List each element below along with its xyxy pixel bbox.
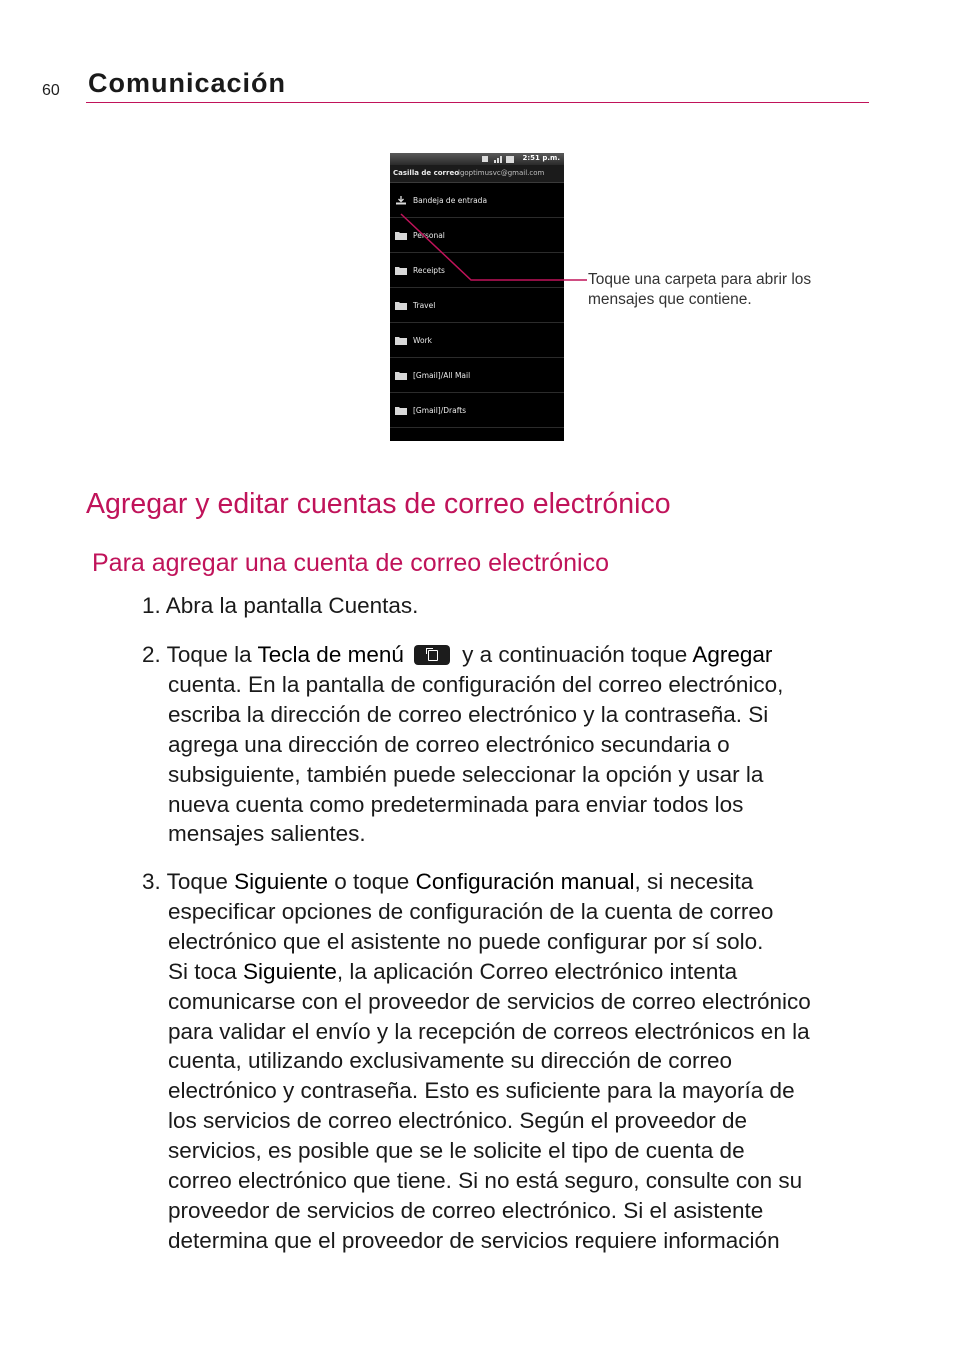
step-3-line: electrónico y contraseña. Esto es suficiente para la mayoría de (168, 1078, 795, 1104)
step-2-line: nueva cuenta como predeterminada para enviar todos los (168, 791, 744, 817)
step-3-line: determina que el proveedor de servicios requiere información (168, 1227, 780, 1253)
step-2-line: escriba la dirección de correo electrónico y la contraseña. Si (168, 701, 769, 727)
status-time: 2:51 p.m. (522, 154, 560, 162)
folder-item-all-mail[interactable] (390, 358, 564, 393)
step-2-line: cuenta. En la pantalla de configuración del correo electrónico, (168, 671, 784, 697)
folder-item-drafts[interactable] (390, 393, 564, 428)
step-1: 1. Abra la pantalla Cuentas. (142, 593, 419, 618)
folder-label: [Gmail]/Drafts (413, 406, 467, 415)
account-address: lgoptimusvc@gmail.com (458, 169, 545, 177)
header-rule (86, 102, 869, 103)
callout-line-1: Toque una carpeta para abrir los (588, 271, 812, 288)
step-3-line: especificar opciones de configuración de la cuenta de correo (168, 898, 774, 924)
step-3-line-4-prefix: Si toca (168, 958, 244, 984)
folder-label: Receipts (413, 266, 445, 275)
step-3-line: electrónico que el asistente no puede configurar por sí solo. (168, 928, 764, 954)
step-3-line-4 (142, 957, 868, 987)
step-3-line: correo electrónico que tiene. Si no está seguro, consulte con su (168, 1168, 803, 1194)
add-label: Agregar (692, 642, 773, 667)
folder-label: [Gmail]/All Mail (413, 371, 471, 380)
step-3-line: cuenta, utilizando exclusivamente su dirección de correo (168, 1048, 733, 1074)
folder-label: Travel (413, 301, 436, 310)
menu-key-icon (414, 645, 450, 665)
step-2-prefix: 2. Toque la (142, 642, 258, 667)
step-3-suffix: , si necesita (634, 869, 754, 894)
step-2-line: agrega una dirección de correo electrónico secundaria o (168, 731, 730, 757)
callout-text (588, 270, 858, 310)
chapter-title: Comunicación (88, 68, 287, 98)
folder-icon (395, 371, 407, 380)
manual-config-label: Configuración manual (415, 869, 635, 894)
step-3-line: proveedor de servicios de correo electrónico. Si el asistente (168, 1197, 764, 1223)
folder-label: Bandeja de entrada (413, 196, 488, 205)
step-3-line: comunicarse con el proveedor de servicios de correo electrónico (168, 988, 811, 1014)
callout-pointer (390, 150, 630, 350)
step-3-line: los servicios de correo electrónico. Según el proveedor de (168, 1108, 748, 1134)
step-2-line: subsiguiente, también puede seleccionar la opción y usar la (168, 761, 764, 787)
page-number: 60 (42, 82, 60, 99)
folder-label: Work (413, 336, 432, 345)
step-2-line: mensajes salientes. (168, 821, 366, 847)
step-3-line-4-suffix: , la aplicación Correo electrónico intenta (336, 958, 738, 984)
step-3 (142, 867, 868, 1256)
section-subheading: Para agregar una cuenta de correo electrónico (92, 549, 609, 577)
mailbox-title: Casilla de correo (393, 169, 460, 177)
step-2-first-line (142, 640, 868, 670)
step-3-line: para validar el envío y la recepción de correos electrónicos en la (168, 1018, 810, 1044)
callout-line-2: mensajes que contiene. (588, 291, 752, 308)
step-3-line: servicios, es posible que se le solicite el tipo de cuenta de (168, 1138, 745, 1164)
section-heading: Agregar y editar cuentas de correo electrónico (86, 488, 671, 520)
step-2 (142, 640, 868, 849)
step-2-mid: y a continuación toque (455, 642, 693, 667)
step-3-prefix: 3. Toque (142, 869, 235, 894)
menu-key-label: Tecla de menú (257, 642, 404, 667)
next-label: Siguiente (243, 958, 337, 984)
step-3-first-line (142, 867, 868, 897)
folder-icon (395, 406, 407, 415)
step-3-or: o toque (328, 869, 416, 894)
next-label: Siguiente (234, 869, 328, 894)
folder-label: Personal (413, 231, 445, 240)
